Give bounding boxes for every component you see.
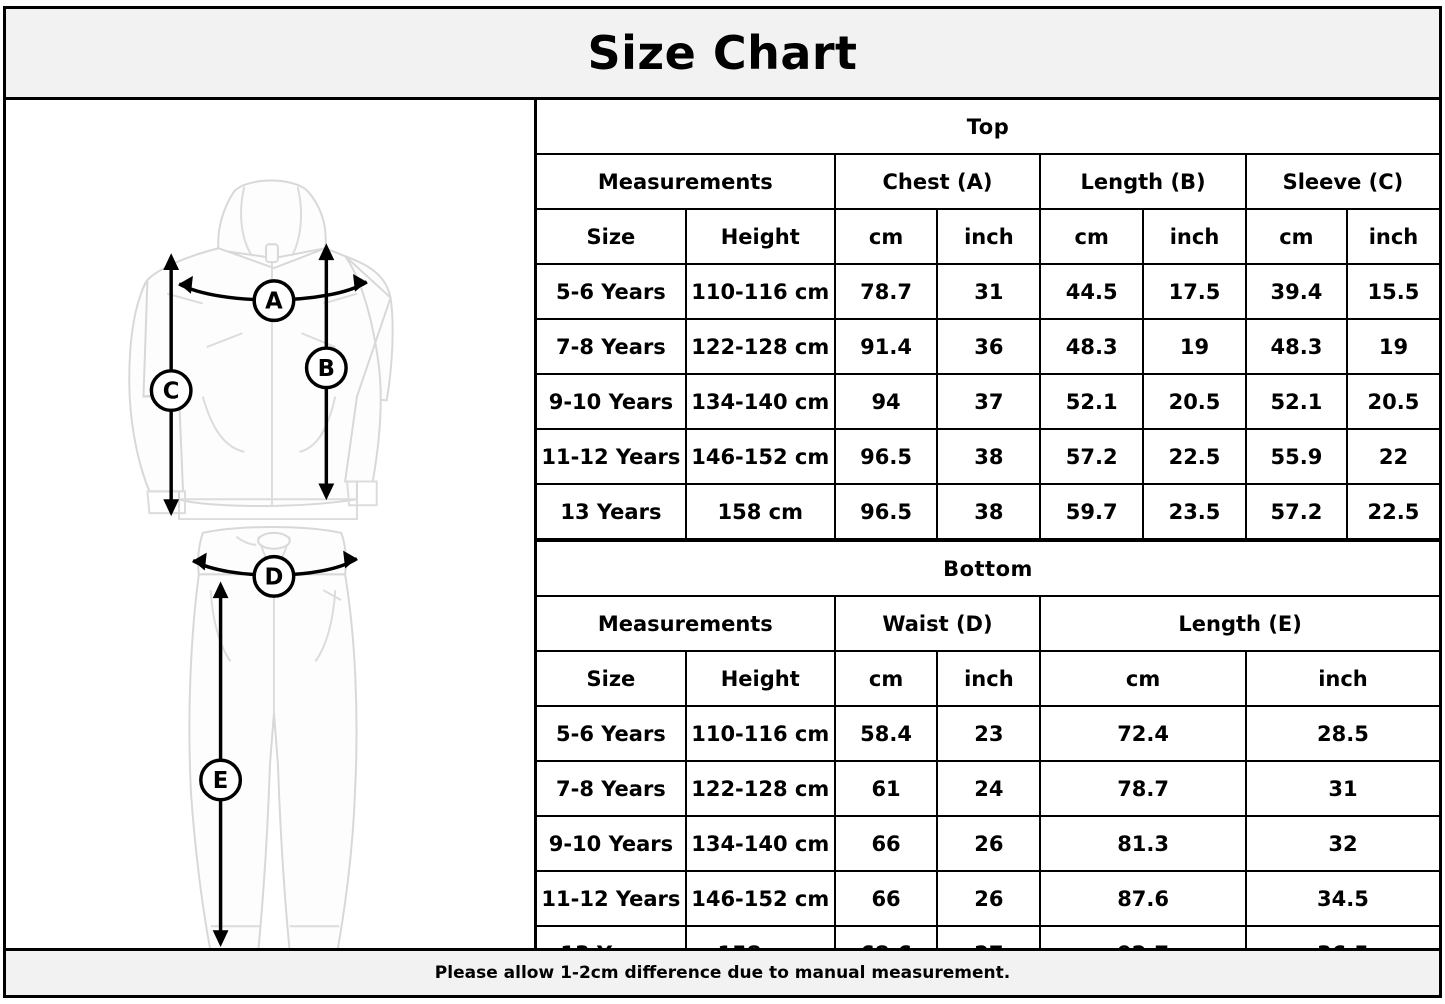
cell-waist-cm: 66 xyxy=(835,871,938,926)
hoodie-illustration xyxy=(129,181,392,520)
cell-sleeve-cm: 52.1 xyxy=(1246,374,1347,429)
badge-d-label: D xyxy=(264,564,284,591)
cell-sleeve-inch: 19 xyxy=(1347,319,1439,374)
cell-waist-inch: 26 xyxy=(937,816,1040,871)
tables-pane xyxy=(537,100,1439,948)
bottom-sub-height: Height xyxy=(686,651,835,706)
cell-length-inch: 17.5 xyxy=(1143,264,1246,319)
top-section-title-row xyxy=(537,100,1439,154)
cell-length-cm: 72.4 xyxy=(1040,706,1246,761)
cell-chest-inch: 37 xyxy=(937,374,1040,429)
top-sub-height: Height xyxy=(686,209,835,264)
table-row xyxy=(537,264,1439,319)
cell-height: 134-140 cm xyxy=(686,816,835,871)
top-group-chest: Chest (A) xyxy=(835,154,1041,209)
cell-size: 7-8 Years xyxy=(537,319,686,374)
bottom-group-measurements: Measurements xyxy=(537,596,835,651)
top-sub-length-inch: inch xyxy=(1143,209,1246,264)
cell-sleeve-inch: 15.5 xyxy=(1347,264,1439,319)
top-sub-sleeve-inch: inch xyxy=(1347,209,1439,264)
table-row xyxy=(537,761,1439,816)
cell-height: 110-116 cm xyxy=(686,264,835,319)
garment-diagram xyxy=(6,100,534,948)
top-size-table xyxy=(537,100,1439,540)
bottom-sub-waist-inch: inch xyxy=(937,651,1040,706)
cell-chest-inch: 36 xyxy=(937,319,1040,374)
top-group-length: Length (B) xyxy=(1040,154,1246,209)
badge-b-label: B xyxy=(317,355,335,382)
table-row xyxy=(537,484,1439,539)
table-row xyxy=(537,374,1439,429)
badge-e-label: E xyxy=(212,767,229,794)
cell-length-inch: 28.5 xyxy=(1246,706,1439,761)
cell-size: 9-10 Years xyxy=(537,374,686,429)
cell-chest-cm: 96.5 xyxy=(835,484,938,539)
cell-chest-cm: 78.7 xyxy=(835,264,938,319)
cell-length-cm: 44.5 xyxy=(1040,264,1143,319)
cell-size: 11-12 Years xyxy=(537,429,686,484)
cell-height: 122-128 cm xyxy=(686,761,835,816)
cell-length-cm: 59.7 xyxy=(1040,484,1143,539)
cell-size: 7-8 Years xyxy=(537,761,686,816)
cell-size: 13 Years xyxy=(537,484,686,539)
cell-length-inch: 19 xyxy=(1143,319,1246,374)
cell-chest-inch: 31 xyxy=(937,264,1040,319)
cell-length-cm: 81.3 xyxy=(1040,816,1246,871)
bottom-group-header-row xyxy=(537,596,1439,651)
bottom-sub-length-inch: inch xyxy=(1246,651,1439,706)
bottom-group-length: Length (E) xyxy=(1040,596,1439,651)
cell-waist-inch: 26 xyxy=(937,871,1040,926)
cell-height: 134-140 cm xyxy=(686,374,835,429)
cell-length-inch: 31 xyxy=(1246,761,1439,816)
cell-chest-cm: 96.5 xyxy=(835,429,938,484)
cell-waist-cm: 66 xyxy=(835,816,938,871)
bottom-sub-header-row xyxy=(537,651,1439,706)
badge-c-label: C xyxy=(162,378,180,405)
top-sub-chest-inch: inch xyxy=(937,209,1040,264)
size-chart-frame xyxy=(3,6,1442,998)
top-section-title: Top xyxy=(537,100,1439,154)
page-title: Size Chart xyxy=(587,26,858,80)
cell-height: 146-152 cm xyxy=(686,871,835,926)
cell-length-cm: 52.1 xyxy=(1040,374,1143,429)
cell-length-inch: 23.5 xyxy=(1143,484,1246,539)
badge-a-label: A xyxy=(265,288,283,315)
cell-size: 11-12 Years xyxy=(537,871,686,926)
cell-sleeve-cm: 55.9 xyxy=(1246,429,1347,484)
top-sub-length-cm: cm xyxy=(1040,209,1143,264)
bottom-section-title-row xyxy=(537,541,1439,596)
cell-size: 5-6 Years xyxy=(537,264,686,319)
cell-chest-cm: 91.4 xyxy=(835,319,938,374)
cell-waist-inch: 23 xyxy=(937,706,1040,761)
cell-sleeve-cm: 39.4 xyxy=(1246,264,1347,319)
top-sub-chest-cm: cm xyxy=(835,209,938,264)
cell-waist-inch: 24 xyxy=(937,761,1040,816)
cell-waist-cm: 58.4 xyxy=(835,706,938,761)
cell-size: 5-6 Years xyxy=(537,706,686,761)
chart-title-bar xyxy=(6,9,1439,100)
top-sub-sleeve-cm: cm xyxy=(1246,209,1347,264)
cell-height: 158 cm xyxy=(686,484,835,539)
cell-waist-cm: 61 xyxy=(835,761,938,816)
cell-length-cm: 48.3 xyxy=(1040,319,1143,374)
cell-sleeve-inch: 22.5 xyxy=(1347,484,1439,539)
cell-length-inch: 22.5 xyxy=(1143,429,1246,484)
table-row xyxy=(537,816,1439,871)
cell-length-inch: 20.5 xyxy=(1143,374,1246,429)
table-row xyxy=(537,319,1439,374)
cell-height: 122-128 cm xyxy=(686,319,835,374)
cell-length-cm: 57.2 xyxy=(1040,429,1143,484)
cell-sleeve-cm: 48.3 xyxy=(1246,319,1347,374)
cell-height: 146-152 cm xyxy=(686,429,835,484)
chart-body xyxy=(6,100,1439,948)
bottom-sub-size: Size xyxy=(537,651,686,706)
bottom-section-title: Bottom xyxy=(537,541,1439,596)
footer-note: Please allow 1-2cm difference due to manual measurement. xyxy=(434,963,1011,983)
top-sub-header-row xyxy=(537,209,1439,264)
cell-sleeve-inch: 22 xyxy=(1347,429,1439,484)
table-row xyxy=(537,706,1439,761)
cell-chest-inch: 38 xyxy=(937,484,1040,539)
cell-length-cm: 78.7 xyxy=(1040,761,1246,816)
cell-sleeve-inch: 20.5 xyxy=(1347,374,1439,429)
top-group-sleeve: Sleeve (C) xyxy=(1246,154,1439,209)
cell-length-inch: 32 xyxy=(1246,816,1439,871)
cell-length-inch: 34.5 xyxy=(1246,871,1439,926)
top-sub-size: Size xyxy=(537,209,686,264)
footer-note-bar xyxy=(6,948,1439,995)
table-row xyxy=(537,429,1439,484)
bottom-sub-length-cm: cm xyxy=(1040,651,1246,706)
top-group-measurements: Measurements xyxy=(537,154,835,209)
cell-height: 110-116 cm xyxy=(686,706,835,761)
table-row xyxy=(537,871,1439,926)
bottom-size-table xyxy=(537,540,1439,980)
top-group-header-row xyxy=(537,154,1439,209)
cell-size: 9-10 Years xyxy=(537,816,686,871)
garment-illustration-pane xyxy=(6,100,537,948)
cell-chest-inch: 38 xyxy=(937,429,1040,484)
cell-sleeve-cm: 57.2 xyxy=(1246,484,1347,539)
cell-length-cm: 87.6 xyxy=(1040,871,1246,926)
bottom-sub-waist-cm: cm xyxy=(835,651,938,706)
bottom-group-waist: Waist (D) xyxy=(835,596,1041,651)
cell-chest-cm: 94 xyxy=(835,374,938,429)
